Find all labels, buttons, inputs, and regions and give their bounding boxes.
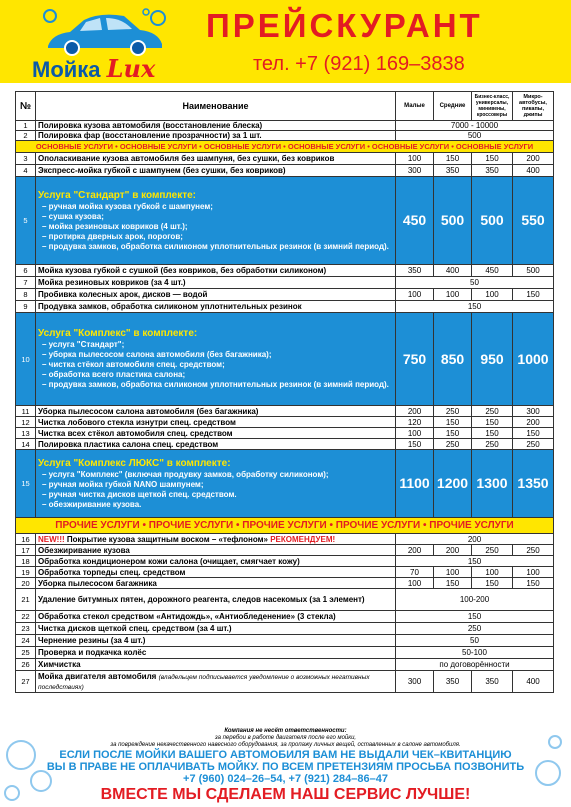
service-name: Чистка лобового стекла изнутри спец. средством <box>36 417 396 428</box>
service-name: Продувка замков, обработка силиконом уплотнительных резинок <box>36 301 396 313</box>
price-medium: 850 <box>434 313 472 406</box>
price-small: 100 <box>396 428 434 439</box>
price-minibus: 500 <box>513 265 554 277</box>
table-row <box>16 623 554 635</box>
disclaimer-title: Компания не несёт ответственности: <box>224 728 347 734</box>
price-medium: 350 <box>434 671 472 693</box>
service-name: Мойка кузова губкой с сушкой (без ковриков, без обработки силиконом) <box>36 265 396 277</box>
package-item: – уборка пылесосом салона автомобиля (без багажника); <box>42 350 272 359</box>
price-medium: 1200 <box>434 450 472 518</box>
table-row <box>16 671 554 693</box>
price-business: 100 <box>472 289 513 301</box>
price-medium: 350 <box>434 165 472 177</box>
package-item: – чистка стёкол автомобиля спец. средством; <box>42 360 225 369</box>
price: 150 <box>396 301 554 313</box>
table-row <box>16 121 554 131</box>
table-row <box>16 131 554 141</box>
price: 200 <box>396 534 554 545</box>
col-header-num: № <box>16 92 36 121</box>
service-name <box>36 534 396 545</box>
section-band-text: ОСНОВНЫЕ УСЛУГИ • ОСНОВНЫЕ УСЛУГИ • ОСНОВНЫЕ УСЛУГИ • ОСНОВНЫЕ УСЛУГИ • ОСНОВНЫЕ УСЛУГИ • ОСНОВНЫЕ УСЛУГИ <box>16 141 554 153</box>
section-band-main <box>16 141 554 153</box>
table-row <box>16 647 554 659</box>
table-row <box>16 428 554 439</box>
price-small: 1100 <box>396 450 434 518</box>
service-name: Химчистка <box>36 659 396 671</box>
contact-phones: +7 (960) 024–26–54, +7 (921) 284–86–47 <box>183 773 388 785</box>
package-title: Услуга "Комплекс ЛЮКС" в комплекте: <box>38 457 231 469</box>
table-row <box>16 265 554 277</box>
table-row <box>16 439 554 450</box>
price-small: 200 <box>396 406 434 417</box>
price-medium: 400 <box>434 265 472 277</box>
price-small: 100 <box>396 289 434 301</box>
table-row <box>16 589 554 611</box>
package-item: – продувка замков, обработка силиконом уплотнительных резинок (в зимний период). <box>42 380 389 389</box>
table-row <box>16 545 554 556</box>
price-small: 300 <box>396 671 434 693</box>
service-note: (владельцем подписывается уведомление о возможных негативных последствиях) <box>38 673 370 691</box>
table-row <box>16 556 554 567</box>
price: 50-100 <box>396 647 554 659</box>
service-name: Чистка всех стёкол автомобиля спец. средством <box>36 428 396 439</box>
service-name: Обработка стекол средством «Антидождь», «Антиобледенение» (3 стекла) <box>36 611 396 623</box>
brand-word: Мойка <box>32 57 101 82</box>
row-number: 2 <box>16 131 36 141</box>
package-item: – мойка резиновых ковриков (4 шт.); <box>42 221 188 231</box>
price-business: 150 <box>472 153 513 165</box>
service-name: Полировка фар (восстановление прозрачности) за 1 шт. <box>36 131 396 141</box>
disclaimer-line: за перебои в работе двигателя после его мойки, <box>214 735 357 741</box>
service-name: Уборка пылесосом салона автомобиля (без багажника) <box>36 406 396 417</box>
package-row-complex <box>16 313 554 406</box>
phone-number: тел. +7 (921) 169–3838 <box>253 53 465 75</box>
table-row <box>16 611 554 623</box>
car-icon <box>40 8 170 56</box>
price-medium: 250 <box>434 439 472 450</box>
service-name: Ополаскивание кузова автомобиля без шампуня, без сушки, без ковриков <box>36 153 396 165</box>
row-number: 7 <box>16 277 36 289</box>
price-medium: 100 <box>434 567 472 578</box>
price-business: 250 <box>472 439 513 450</box>
service-name: Обработка торпеды спец. средством <box>36 567 396 578</box>
service-name: Обработка кондиционером кожи салона (очищает, смягчает кожу) <box>36 556 396 567</box>
price-medium: 250 <box>434 406 472 417</box>
service-name: Чернение резины (за 4 шт.) <box>36 635 396 647</box>
price-minibus: 1350 <box>513 450 554 518</box>
package-item: – ручная мойка кузова губкой с шампунем; <box>42 201 213 211</box>
service-name-text: Мойка двигателя автомобиля <box>38 671 157 681</box>
row-number: 27 <box>16 671 36 693</box>
package-item: – сушка кузова; <box>42 211 104 221</box>
row-number: 22 <box>16 611 36 623</box>
row-number: 24 <box>16 635 36 647</box>
brand-name <box>32 54 155 83</box>
price-minibus: 200 <box>513 417 554 428</box>
table-header-row <box>16 92 554 121</box>
row-number: 19 <box>16 567 36 578</box>
table-row <box>16 289 554 301</box>
price-medium: 500 <box>434 177 472 265</box>
page-title: ПРЕЙСКУРАНТ <box>206 7 483 44</box>
price-medium: 150 <box>434 578 472 589</box>
price-small: 150 <box>396 439 434 450</box>
price: 50 <box>396 277 554 289</box>
package-item: – услуга "Комплекс" (включая продувку замков, обработку силиконом); <box>42 469 329 479</box>
price-minibus: 400 <box>513 671 554 693</box>
price-business: 100 <box>472 567 513 578</box>
service-name: Полировка кузова автомобиля (восстановление блеска) <box>36 121 396 131</box>
table-row <box>16 659 554 671</box>
package-row-standard <box>16 177 554 265</box>
price-small: 450 <box>396 177 434 265</box>
table-row <box>16 277 554 289</box>
row-number: 17 <box>16 545 36 556</box>
section-band-text: ПРОЧИЕ УСЛУГИ • ПРОЧИЕ УСЛУГИ • ПРОЧИЕ УСЛУГИ • ПРОЧИЕ УСЛУГИ • ПРОЧИЕ УСЛУГИ <box>16 518 554 534</box>
price-business: 500 <box>472 177 513 265</box>
row-number: 20 <box>16 578 36 589</box>
section-band-other <box>16 518 554 534</box>
package-details <box>36 313 396 406</box>
price-minibus: 100 <box>513 567 554 578</box>
price-business: 450 <box>472 265 513 277</box>
price-minibus: 150 <box>513 428 554 439</box>
footer-slogan: ВМЕСТЕ МЫ СДЕЛАЕМ НАШ СЕРВИС ЛУЧШЕ! <box>100 786 471 803</box>
price: 150 <box>396 611 554 623</box>
price-small: 350 <box>396 265 434 277</box>
price-minibus: 150 <box>513 289 554 301</box>
package-details <box>36 450 396 518</box>
service-name: Обезжиривание кузова <box>36 545 396 556</box>
price-business: 950 <box>472 313 513 406</box>
price-minibus: 400 <box>513 165 554 177</box>
price-medium: 150 <box>434 417 472 428</box>
row-number: 26 <box>16 659 36 671</box>
price-small: 100 <box>396 153 434 165</box>
table-row <box>16 417 554 428</box>
table-row <box>16 406 554 417</box>
receipt-notice: ЕСЛИ ПОСЛЕ МОЙКИ ВАШЕГО АВТОМОБИЛЯ ВАМ НЕ ВЫДАЛИ ЧЕК–КВИТАНЦИЮ <box>59 749 512 761</box>
package-row-lux <box>16 450 554 518</box>
table-row <box>16 567 554 578</box>
package-title: Услуга "Комплекс" в комплекте: <box>38 328 198 339</box>
row-number: 13 <box>16 428 36 439</box>
price-small: 750 <box>396 313 434 406</box>
price-business: 1300 <box>472 450 513 518</box>
price: по договорённости <box>396 659 554 671</box>
package-item: – протирка дверных арок, порогов; <box>42 231 183 241</box>
price-business: 150 <box>472 417 513 428</box>
price: 7000 - 10000 <box>396 121 554 131</box>
recommend-badge: РЕКОМЕНДУЕМ! <box>270 534 336 544</box>
service-name: Полировка пластика салона спец. средством <box>36 439 396 450</box>
price-business: 350 <box>472 671 513 693</box>
price-minibus: 250 <box>513 439 554 450</box>
package-item: – продувка замков, обработка силиконом уплотнительных резинок (в зимний период). <box>42 241 389 251</box>
package-item: – обработка всего пластика салона; <box>42 370 186 379</box>
price-small: 200 <box>396 545 434 556</box>
row-number: 9 <box>16 301 36 313</box>
price-business: 150 <box>472 428 513 439</box>
disclaimer-line: за повреждение некачественного навесного оборудования, за пропажу личных вещей, оставленных в салоне автомобиля. <box>110 742 461 748</box>
package-details <box>36 177 396 265</box>
row-number: 15 <box>16 450 36 518</box>
row-number: 10 <box>16 313 36 406</box>
price-minibus: 300 <box>513 406 554 417</box>
price: 50 <box>396 635 554 647</box>
receipt-notice: ВЫ В ПРАВЕ НЕ ОПЛАЧИВАТЬ МОЙКУ. ПО ВСЕМ ПРЕТЕНЗИЯМ ПРОСЬБА ПОЗВОНИТЬ <box>46 761 525 773</box>
col-header-minibus: Микро-автобусы, пикапы, джипы <box>513 92 554 121</box>
new-badge: NEW!!! <box>38 534 65 544</box>
table-row <box>16 153 554 165</box>
table-row <box>16 578 554 589</box>
price: 250 <box>396 623 554 635</box>
col-header-small: Малые <box>396 92 434 121</box>
price-small: 120 <box>396 417 434 428</box>
price-minibus: 200 <box>513 153 554 165</box>
package-item: – услуга "Стандарт"; <box>42 340 125 349</box>
service-name-text: Покрытие кузова защитным воском – «тефлоном» <box>66 534 268 544</box>
price: 500 <box>396 131 554 141</box>
row-number: 6 <box>16 265 36 277</box>
row-number: 25 <box>16 647 36 659</box>
table-row <box>16 635 554 647</box>
price-medium: 150 <box>434 428 472 439</box>
price-medium: 200 <box>434 545 472 556</box>
row-number: 14 <box>16 439 36 450</box>
service-name: Чистка дисков щеткой спец. средством (за 4 шт.) <box>36 623 396 635</box>
price-medium: 150 <box>434 153 472 165</box>
price-business: 250 <box>472 545 513 556</box>
header-banner <box>0 0 571 83</box>
footer <box>0 728 571 805</box>
row-number: 12 <box>16 417 36 428</box>
row-number: 16 <box>16 534 36 545</box>
col-header-business: Бизнес-класс, универсалы, минивены, кроссоверы <box>472 92 513 121</box>
col-header-medium: Средние <box>434 92 472 121</box>
service-name: Мойка резиновых ковриков (за 4 шт.) <box>36 277 396 289</box>
row-number: 18 <box>16 556 36 567</box>
price-business: 150 <box>472 578 513 589</box>
price-small: 70 <box>396 567 434 578</box>
price-small: 300 <box>396 165 434 177</box>
price-business: 350 <box>472 165 513 177</box>
service-name: Удаление битумных пятен, дорожного реагента, следов насекомых (за 1 элемент) <box>36 589 396 611</box>
service-name: Экспресс-мойка губкой с шампунем (без сушки, без ковриков) <box>36 165 396 177</box>
price-table <box>15 91 554 693</box>
price: 150 <box>396 556 554 567</box>
price-minibus: 1000 <box>513 313 554 406</box>
row-number: 23 <box>16 623 36 635</box>
package-item: – ручная мойка губкой NANO шампунем; <box>42 479 204 489</box>
price-medium: 100 <box>434 289 472 301</box>
price-business: 250 <box>472 406 513 417</box>
row-number: 21 <box>16 589 36 611</box>
table-row <box>16 534 554 545</box>
brand-accent: Lux <box>106 54 156 83</box>
service-name: Проверка и подкачка колёс <box>36 647 396 659</box>
row-number: 5 <box>16 177 36 265</box>
brand-logo <box>8 6 193 83</box>
row-number: 1 <box>16 121 36 131</box>
row-number: 4 <box>16 165 36 177</box>
price-minibus: 250 <box>513 545 554 556</box>
price-small: 100 <box>396 578 434 589</box>
row-number: 8 <box>16 289 36 301</box>
price-minibus: 550 <box>513 177 554 265</box>
service-name <box>36 671 396 693</box>
price-minibus: 150 <box>513 578 554 589</box>
row-number: 3 <box>16 153 36 165</box>
package-title: Услуга "Стандарт" в комплекте: <box>38 189 196 201</box>
package-item: – ручная чистка дисков щеткой спец. средством. <box>42 489 237 499</box>
table-row <box>16 301 554 313</box>
service-name: Уборка пылесосом багажника <box>36 578 396 589</box>
row-number: 11 <box>16 406 36 417</box>
table-row <box>16 165 554 177</box>
col-header-name: Наименование <box>36 92 396 121</box>
service-name: Пробивка колесных арок, дисков — водой <box>36 289 396 301</box>
price: 100-200 <box>396 589 554 611</box>
package-item: – обезжиривание кузова. <box>42 499 142 509</box>
